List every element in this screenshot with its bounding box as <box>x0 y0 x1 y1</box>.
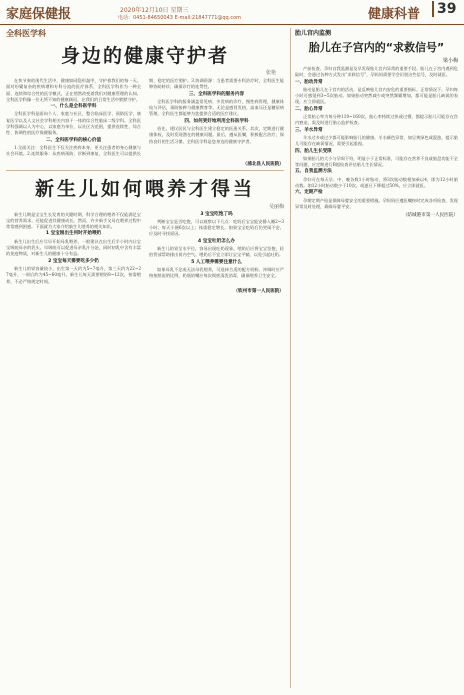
subheading: 4 宝宝吐奶怎么办 <box>198 238 235 244</box>
article1-body <box>6 78 284 158</box>
paragraph: 全科医学科的服务涵盖常见病、多发病的诊疗，慢性病管理，健康体检与评估，预防接种与健康教育等。无论是感冒发热、高血压还是糖尿病管理，全科医生都能够为您提供合适的医疗建议。 <box>149 98 284 117</box>
subheading: 三、全科医学科的服务内容 <box>188 91 245 97</box>
subheading: 一、什么是全科医学科 <box>50 104 97 110</box>
article2-title: 新生儿如何喂养才得当 <box>34 177 255 200</box>
column-name: 健康科普 <box>368 7 421 22</box>
paragraph: 孕期定期产检是保障母婴安全的重要措施。孕妈妈应遵医嘱按时完成各项检查，发现异常及时处理，确保母婴平安。 <box>295 197 458 209</box>
paragraph: 产前检查、孕妇自我监测是及早发现胎儿宫内异常的重要手段。胎儿在子宫内遇到危险时，会通过各种方式发出“求救信号”，孕妈妈需要学会识别这些信号，及时就医。 <box>295 66 458 78</box>
paragraph: 判断宝宝是否吃饱，可以观察以下几点：吃奶后宝宝能安静入睡2~3小时；每天小便6次以上；体重稳定增长。如果宝宝吃奶后仍哭闹不安，应及时寻找原因。 <box>149 218 284 237</box>
paragraph: 新生儿的胃容量较小，出生第一天约为5~7毫升，第三天约为22~27毫升，一周后约为45~60毫升。新生儿每天需要喂奶8~12次，按需喂养，不必严格规定时间。 <box>6 265 141 284</box>
subheading: 二、全科医学科的核心价值 <box>45 137 102 143</box>
article-divider <box>6 170 284 171</box>
article2-body <box>6 212 284 285</box>
paragraph: 新生儿的胃呈水平位，容易出现吐奶现象。喂奶后应将宝宝竖抱，轻拍背部帮助排出胃内空气。喂奶后不宜立即让宝宝平躺，以免引起吐奶。 <box>149 246 284 258</box>
article3-body <box>295 66 458 210</box>
article3-title: 胎儿在子宫内的“求救信号” <box>308 41 445 54</box>
article1-title: 身边的健康守护者 <box>60 45 229 67</box>
article2-byline: 吴丽梅 <box>268 203 284 210</box>
article1-section: 全科医学科 <box>6 29 46 38</box>
subheading: 3 宝宝吃饱了吗 <box>200 211 233 217</box>
paragraph: 全科医学科是面向个人、家庭与社区，整合临床医学、预防医学、康复医学以及人文社会学科相关内容于一体的综合性临床二级学科。全科医学科强调以人为中心，以家庭为单位，以社区为范围，提供连续性、综合性、协调性的医疗保健服务。 <box>6 111 141 136</box>
subheading: 一、胎动异常 <box>295 79 323 85</box>
paragraph: 胎动是胎儿在子宫内的活动，是反映胎儿宫内安危的重要指标。正常情况下，孕妇每小时可感觉到3~5次胎动。如果胎动突然减少或突然频繁增加，都可能是胎儿缺氧的表现，应立即就医。 <box>295 86 458 105</box>
subheading: 1 宝宝刚出生何时开始喂奶 <box>45 231 102 237</box>
article3-byline: 梁小梅 <box>442 58 458 64</box>
subheading: 5 人工喂养需要注意什么 <box>191 259 242 265</box>
subheading: 六、定期产检 <box>295 190 323 196</box>
article1-byline: 张艳 <box>265 70 276 76</box>
right-column <box>290 28 458 688</box>
subheading: 五、自我监测方法 <box>295 169 332 175</box>
paragraph: 首先，建议居民与全科医生建立稳定的医患关系。其次，定期进行健康体检，及时发现潜在的健康问题。最后，遵从医嘱，积极配合治疗，保持良好的生活习惯。全科医学科是您身边的健康守护者。 <box>149 126 284 144</box>
page-number: 39 <box>432 1 456 17</box>
article2-source: （钦州市第一人民医院） <box>233 288 284 294</box>
paragraph: 新生儿出生后应尽早开始母乳喂养，一般建议在出生后半小时内让宝宝吸吮母亲的乳头。早吸吮可以促进母亲乳汁分泌，同时初乳中含有丰富的免疫物质，对新生儿的健康十分有益。 <box>6 238 141 257</box>
paragraph: 在快节奏的现代生活中，健康如同隐形盔甲，守护着我们的每一天。面对纷繁复杂的疾病谱和专科分流的医疗体系，全科医学科作为一种全面、连续和综合性的医学模式，正在悄然改变着我们对健康管理的认知。全科医学科像一位无所不知的健康顾问，在我们的日常生活中默默守护。 <box>6 78 141 102</box>
paragraph: 如果母乳不足或无法母乳喂养，可选择合适的配方奶粉。冲调时应严格按照说明比例，奶瓶奶嘴应每次彻底清洗消毒，确保喂养卫生安全。 <box>149 266 284 279</box>
subheading: 四、胎儿生长受限 <box>295 148 332 154</box>
article3-section: 胎儿宫内监测 <box>295 30 332 37</box>
paragraph: 正常胎心率为每分钟110~160次。胎心率持续过快或过慢，都提示胎儿可能存在宫内窘迫，需及时进行胎心监护检查。 <box>295 114 458 126</box>
newspaper-name: 家庭保健报 <box>6 7 72 22</box>
subheading: 2 宝宝每天需要吃多少奶 <box>48 258 99 264</box>
masthead <box>0 0 464 25</box>
subheading: 二、胎心异常 <box>295 106 323 112</box>
paragraph: 新生儿期是宝宝生长发育的关键时期，科学合理的喂养不仅能满足宝宝的营养需求，还能促进其健康成长。然而，许多新手父母在喂养过程中常常感到困惑。下面就为大家介绍新生儿喂养的相关知识。 <box>6 211 141 230</box>
left-column <box>6 28 284 688</box>
issue-date: 2020年12月10日 星期三 <box>120 7 189 14</box>
paragraph: 羊水过多或过少都可能影响胎儿的健康。羊水颜色异常，如呈黄绿色或混浊，提示胎儿可能存在缺氧情况，需要引起重视。 <box>295 134 458 147</box>
subheading: 四、如何更好地利用全科医学科 <box>184 118 249 124</box>
paragraph: 1.全面关注：全科医生不仅关注疾病本身，更关注患者的身心健康与社会环境。2.连续服务：从疾病预防、诊断到康复，全科医生可以提供长期、稳定的医疗照护。3.协调资源：当患者需要专科治疗时，全科医生能够协助转诊，确保诊疗的连贯性。 <box>6 78 284 157</box>
paragraph: 如果胎儿的大小与孕周不符，明显小于正常标准，可能存在营养不良或胎盘功能不全等问题，应定期进行B超检查评估胎儿生长情况。 <box>295 155 458 168</box>
paragraph: 孕妇可在每天早、中、晚各数1小时胎动，将3次胎动数相加乘以4，即为12小时胎动数。如12小时胎动数少于10次，或逐日下降超过50%，应立即就医。 <box>295 176 458 189</box>
article1-source: （浦北县人民医院） <box>242 161 284 167</box>
subheading: 三、羊水异常 <box>295 127 323 133</box>
article3-source: （防城港市第一人民医院） <box>402 213 458 219</box>
contact-info: 电话：0451-84650043 E-mail:21847771@qq.com <box>118 15 241 21</box>
